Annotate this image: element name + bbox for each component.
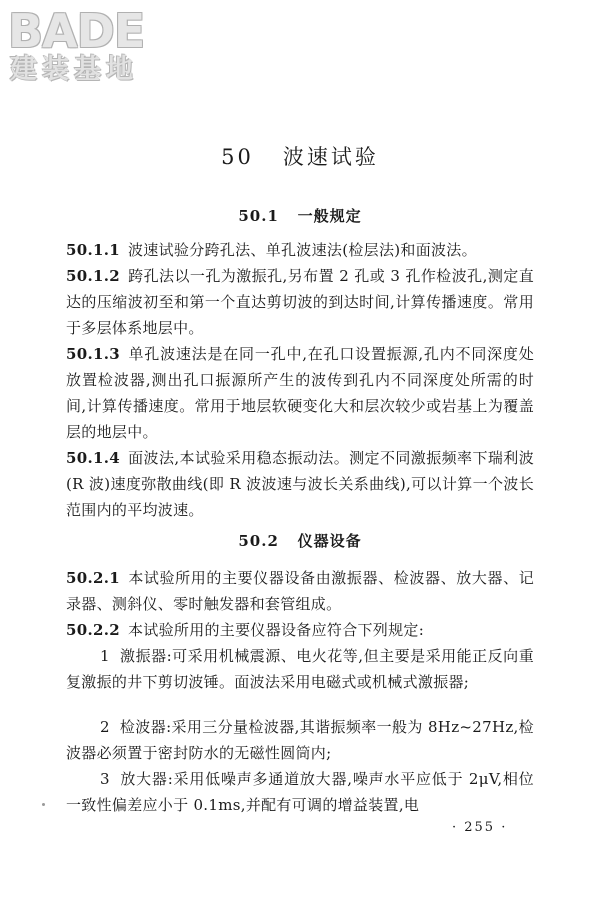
clause-50-2-2 (66, 617, 534, 643)
chapter-title (0, 142, 600, 172)
list-item-geophone (66, 714, 534, 766)
clause-50-1-3 (66, 341, 534, 445)
list-item-amplifier (66, 766, 534, 818)
clause-number: 50.1.2 (66, 267, 120, 285)
item-text: 放大器:采用低噪声多通道放大器,噪声水平应低于 2μV,相位一致性偏差应小于 0.1ms,并配有可调的增益装置,电 (66, 770, 534, 814)
section-number: 50.2 (238, 532, 279, 550)
clause-text: 本试验所用的主要仪器设备由激振器、检波器、放大器、记录器、测斜仪、零时触发器和套管组成。 (66, 569, 534, 613)
clause-number: 50.1.4 (66, 449, 120, 467)
clause-text: 单孔波速法是在同一孔中,在孔口设置振源,孔内不同深度处放置检波器,测出孔口振源所产生的波传到孔内不同深度处所需的时间,计算传播速度。常用于地层软硬变化大和层次较少或岩基上为覆盖层的地层中。 (66, 345, 534, 441)
clause-50-1-4 (66, 445, 534, 523)
list-item-exciter (66, 643, 534, 695)
page-number: · 255 · (452, 820, 508, 835)
clause-text: 波速试验分跨孔法、单孔波速法(检层法)和面波法。 (128, 241, 477, 259)
section-heading-50-1 (0, 204, 600, 228)
watermark-subtitle: 建装基地 (10, 54, 138, 85)
clause-text: 面波法,本试验采用稳态振动法。测定不同激振频率下瑞利波(R 波)速度弥散曲线(即 R 波波速与波长关系曲线),可以计算一个波长范围内的平均波速。 (66, 449, 534, 519)
clause-number: 50.1.3 (66, 345, 120, 363)
section-heading-50-2 (0, 529, 600, 553)
section-name: 一般规定 (297, 207, 362, 225)
chapter-number: 50 (221, 145, 254, 169)
clause-text: 本试验所用的主要仪器设备应符合下列规定: (128, 621, 425, 639)
clause-number: 50.2.2 (66, 621, 120, 639)
section-number: 50.1 (238, 207, 279, 225)
clause-50-1-2 (66, 263, 534, 341)
watermark-brand: BADE (8, 4, 145, 58)
section-name: 仪器设备 (297, 532, 362, 550)
clause-number: 50.2.1 (66, 569, 120, 587)
clause-50-2-1 (66, 565, 534, 617)
watermark-logo (8, 6, 178, 88)
item-number: 3 (100, 770, 110, 788)
clause-number: 50.1.1 (66, 241, 120, 259)
item-number: 1 (100, 647, 110, 665)
item-number: 2 (100, 718, 110, 736)
chapter-name: 波速试验 (282, 145, 379, 169)
margin-speck (42, 803, 45, 806)
item-text: 激振器:可采用机械震源、电火花等,但主要是采用能正反向重复激振的井下剪切波锤。面波法采用电磁式或机械式激振器; (66, 647, 534, 691)
clause-50-1-1 (66, 237, 534, 263)
item-text: 检波器:采用三分量检波器,其谐振频率一般为 8Hz~27Hz,检波器必须置于密封防水的无磁性圆筒内; (66, 718, 534, 762)
clause-text: 跨孔法以一孔为激振孔,另布置 2 孔或 3 孔作检波孔,测定直达的压缩波初至和第一个直达剪切波的到达时间,计算传播速度。常用于多层体系地层中。 (66, 267, 534, 337)
